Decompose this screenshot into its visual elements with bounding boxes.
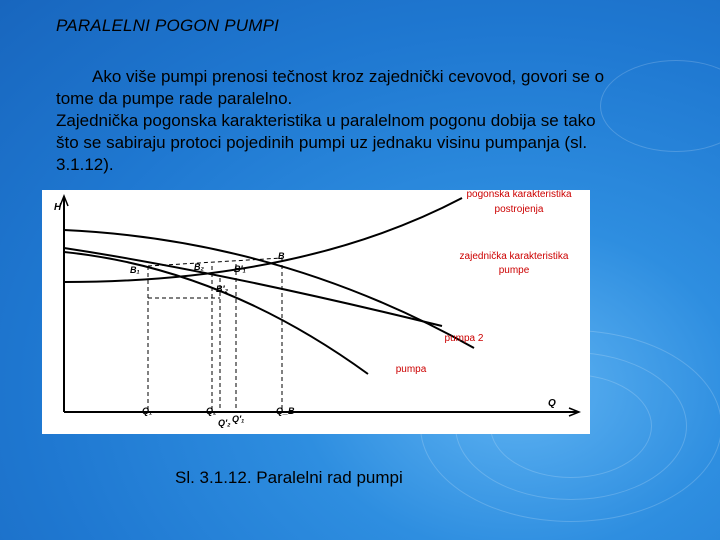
y-axis-label: H	[54, 202, 62, 213]
point-b1-prime: B′₁	[234, 264, 246, 274]
point-b: B	[278, 251, 285, 261]
x-axis-label: Q	[548, 398, 556, 409]
tick-q2-prime: Q′₂	[218, 418, 231, 428]
parallel-pumps-figure	[42, 190, 590, 434]
paragraph-line: Ako više pumpi prenosi tečnost kroz zajednički cevovod, govori se o	[92, 67, 605, 86]
tick-q2: Q₂	[206, 406, 217, 416]
annotation-pump2: pumpa 2	[444, 333, 484, 344]
tick-qb: Q_B	[276, 406, 295, 416]
pump-curves-diagram	[42, 190, 590, 434]
pump1-curve	[64, 252, 368, 374]
paragraph-line: što se sabiraju protoci pojedinih pumpi uz jednaku visinu pumpanja (sl.	[56, 133, 588, 152]
construction-lines	[148, 258, 282, 412]
paragraph-line: tome da pumpe rade paralelno.	[56, 89, 293, 108]
combined-pump-characteristic	[64, 230, 474, 348]
body-paragraph	[56, 66, 696, 176]
annotation-combined-l2: pumpe	[498, 265, 530, 276]
annotation-pump1: pumpa	[395, 364, 427, 375]
figure-caption: Sl. 3.1.12. Paralelni rad pumpi	[175, 468, 403, 487]
paragraph-line: 3.1.12).	[56, 155, 114, 174]
paragraph-line: Zajednička pogonska karakteristika u paralelnom pogonu dobija se tako	[56, 111, 596, 130]
annotation-plant-curve-l1: pogonska karakteristika	[466, 190, 572, 200]
plant-characteristic-curve	[64, 198, 462, 282]
annotation-plant-curve-l2: postrojenja	[494, 204, 544, 215]
annotation-combined-l1: zajednička karakteristika	[459, 251, 569, 262]
tick-q1-prime: Q′₁	[232, 414, 245, 424]
slide-title: PARALELNI POGON PUMPI	[56, 16, 280, 35]
point-b1: B₁	[130, 265, 140, 275]
point-b2: B₂	[194, 262, 204, 272]
point-b2-prime: B′₂	[216, 284, 229, 294]
tick-q1: Q₁	[142, 406, 153, 416]
